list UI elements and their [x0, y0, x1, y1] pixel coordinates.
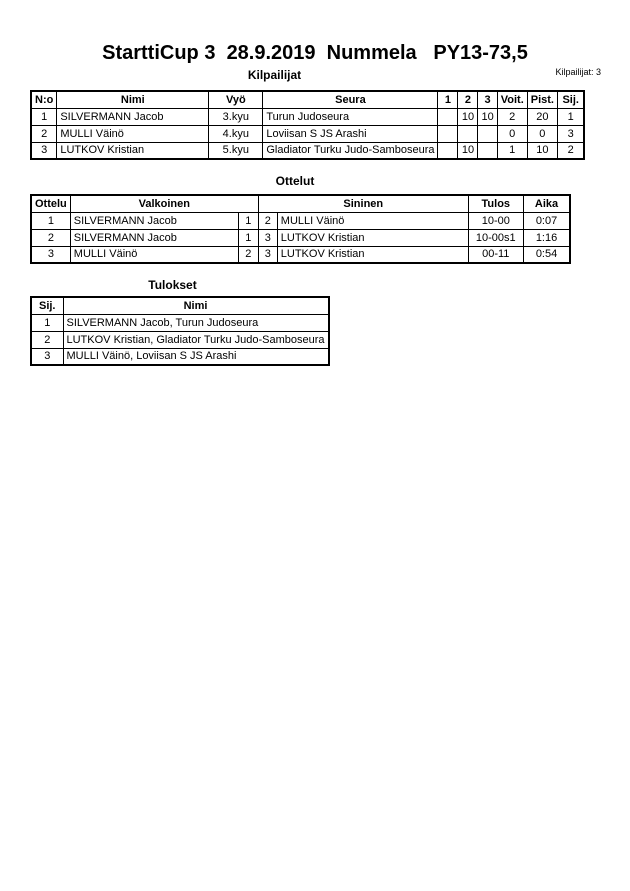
- cell-score-1: [438, 108, 458, 125]
- table-row: [31, 212, 570, 229]
- cell-valkoinen: SILVERMANN Jacob: [70, 229, 238, 246]
- cell-valkoinen: SILVERMANN Jacob: [70, 212, 238, 229]
- cell-voit: 0: [497, 125, 527, 142]
- cell-aika: 0:54: [523, 246, 570, 263]
- cell-sij: 3: [31, 348, 63, 365]
- cell-seura: Loviisan S JS Arashi: [263, 125, 438, 142]
- cell-nimi: MULLI Väinö: [57, 125, 209, 142]
- cell-score-1: [438, 142, 458, 159]
- cell-vyo: 3.kyu: [209, 108, 263, 125]
- results-header-row: [31, 297, 329, 314]
- column-header-2: 2: [458, 91, 478, 108]
- cell-aika: 1:16: [523, 229, 570, 246]
- table-row: [31, 142, 584, 159]
- column-header-ottelu: Ottelu: [31, 195, 70, 212]
- table-row: [31, 229, 570, 246]
- cell-nimi: LUTKOV Kristian, Gladiator Turku Judo-Samboseura: [63, 331, 329, 348]
- table-row: [31, 331, 329, 348]
- cell-score-3: 10: [478, 108, 497, 125]
- cell-sij: 2: [31, 331, 63, 348]
- cell-nimi: MULLI Väinö, Loviisan S JS Arashi: [63, 348, 329, 365]
- cell-no: 1: [31, 108, 57, 125]
- cell-pist: 20: [527, 108, 557, 125]
- matches-table: [30, 194, 571, 264]
- cell-score-2: [458, 125, 478, 142]
- cell-tulos: 10-00s1: [468, 229, 523, 246]
- competitors-header-row: [31, 91, 584, 108]
- table-row: [31, 348, 329, 365]
- cell-valkoinen-no: 1: [238, 212, 258, 229]
- cell-valkoinen: MULLI Väinö: [70, 246, 238, 263]
- cell-ottelu: 3: [31, 246, 70, 263]
- column-header-no: N:o: [31, 91, 57, 108]
- cell-voit: 2: [497, 108, 527, 125]
- table-row: [31, 246, 570, 263]
- column-header-tulos: Tulos: [468, 195, 523, 212]
- cell-ottelu: 2: [31, 229, 70, 246]
- cell-no: 2: [31, 125, 57, 142]
- cell-score-2: 10: [458, 142, 478, 159]
- column-header-voit: Voit.: [497, 91, 527, 108]
- competitors-count: Kilpailijat: 3: [555, 67, 601, 77]
- cell-sij: 1: [557, 108, 584, 125]
- matches-heading: Ottelut: [275, 174, 315, 188]
- table-row: [31, 314, 329, 331]
- cell-sij: 2: [557, 142, 584, 159]
- cell-nimi: SILVERMANN Jacob, Turun Judoseura: [63, 314, 329, 331]
- cell-score-3: [478, 142, 497, 159]
- table-row: [31, 108, 584, 125]
- cell-aika: 0:07: [523, 212, 570, 229]
- matches-header-row: [31, 195, 570, 212]
- column-header-sij: Sij.: [31, 297, 63, 314]
- cell-vyo: 5.kyu: [209, 142, 263, 159]
- cell-score-3: [478, 125, 497, 142]
- column-header-pist: Pist.: [527, 91, 557, 108]
- column-header-1: 1: [438, 91, 458, 108]
- column-header-sininen: Sininen: [258, 195, 468, 212]
- column-header-nimi: Nimi: [57, 91, 209, 108]
- cell-pist: 0: [527, 125, 557, 142]
- cell-valkoinen-no: 1: [238, 229, 258, 246]
- column-header-valkoinen: Valkoinen: [70, 195, 258, 212]
- cell-voit: 1: [497, 142, 527, 159]
- cell-nimi: LUTKOV Kristian: [57, 142, 209, 159]
- results-heading: Tulokset: [148, 278, 197, 292]
- cell-tulos: 10-00: [468, 212, 523, 229]
- cell-pist: 10: [527, 142, 557, 159]
- cell-sininen: LUTKOV Kristian: [277, 246, 468, 263]
- cell-sininen-no: 3: [258, 229, 277, 246]
- competitors-table: [30, 90, 585, 160]
- report-page: [0, 0, 630, 366]
- cell-sij: 3: [557, 125, 584, 142]
- page-title: StarttiCup 3 28.9.2019 Nummela PY13-73,5: [102, 42, 528, 64]
- cell-nimi: SILVERMANN Jacob: [57, 108, 209, 125]
- cell-seura: Turun Judoseura: [263, 108, 438, 125]
- cell-sininen: MULLI Väinö: [277, 212, 468, 229]
- cell-sij: 1: [31, 314, 63, 331]
- cell-sininen-no: 2: [258, 212, 277, 229]
- column-header-nimi: Nimi: [63, 297, 329, 314]
- column-header-sij: Sij.: [557, 91, 584, 108]
- column-header-vyo: Vyö: [209, 91, 263, 108]
- results-table: [30, 296, 330, 366]
- cell-seura: Gladiator Turku Judo-Samboseura: [263, 142, 438, 159]
- cell-sininen-no: 3: [258, 246, 277, 263]
- competitors-heading: Kilpailijat: [247, 68, 302, 82]
- column-header-3: 3: [478, 91, 497, 108]
- cell-score-2: 10: [458, 108, 478, 125]
- cell-no: 3: [31, 142, 57, 159]
- column-header-aika: Aika: [523, 195, 570, 212]
- column-header-seura: Seura: [263, 91, 438, 108]
- cell-ottelu: 1: [31, 212, 70, 229]
- cell-vyo: 4.kyu: [209, 125, 263, 142]
- table-row: [31, 125, 584, 142]
- cell-score-1: [438, 125, 458, 142]
- cell-sininen: LUTKOV Kristian: [277, 229, 468, 246]
- cell-tulos: 00-11: [468, 246, 523, 263]
- cell-valkoinen-no: 2: [238, 246, 258, 263]
